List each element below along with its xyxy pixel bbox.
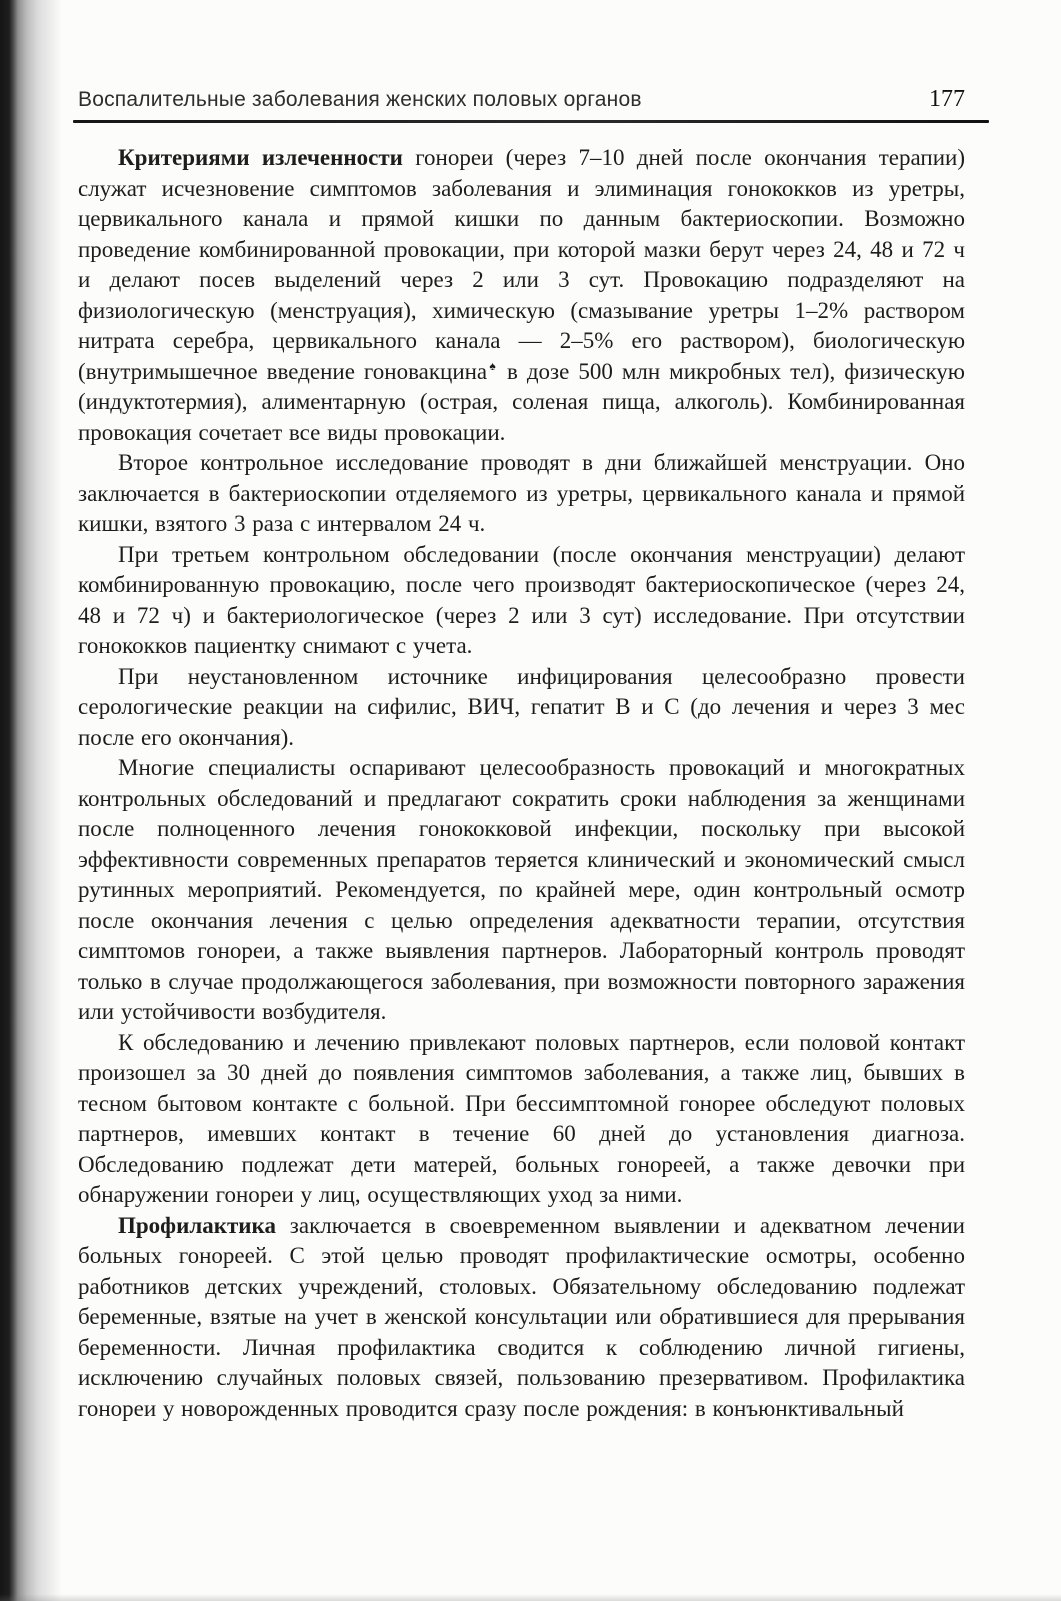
paragraph-text: К обследованию и лечению привлекают половых партнеров, если половой контакт произошел за 30 дней до появления симптомов заболевания, а также лиц, бывших в тесном бытовом контакте с больной. При бессимптомной гонорее обследуют половых партнеров, имевших контакт в течение 60 дней до установления диагноза. Обследованию подлежат дети матерей, больных гонореей, а также девочки при обнаружении гонореи у лиц, осуществляющих уход за ними. bbox=[78, 1029, 965, 1207]
bold-lead-prophylaxis: Профилактика bbox=[118, 1212, 276, 1238]
paragraph-second-control-exam bbox=[78, 448, 965, 540]
paragraph-text: При третьем контрольном обследовании (после окончания менструации) делают комбинированную провокацию, после чего производят бактериоскопическое (через 24, 48 и 72 ч) и бактериологическое (через 2 или 3 сут) исследование. При отсутствии гонококков пациентку снимают с учета. bbox=[78, 541, 965, 658]
paragraph-text: Второе контрольное исследование проводят в дни ближайшей менструации. Оно заключается в бактериоскопии отделяемого из уретры, цервикального канала и прямой кишки, взятого 3 раза с интервалом 24 ч. bbox=[78, 450, 965, 536]
page-body bbox=[78, 143, 965, 1424]
paragraph-partners-examination bbox=[78, 1028, 965, 1211]
paragraph-text: гонореи (через 7–10 дней после окончания терапии) служат исчезновение симптомов заболевания и элиминация гонококков из уретры, цервикального канала и прямой кишки по данным бактериоскопии. Возможно проведение комбинированной провокации, при которой мазки берут через 24, 48 и 72 ч и делают посев выделений через 2 или 3 сут. Провокацию подразделяют на физиологическую (менструация), химическую (смазывание уретры 1–2% раствором нитрата серебра, цервикального канала — 2–5% его раствором), биологическую (внутримышечное введение гоновакцина bbox=[78, 145, 965, 384]
paragraph-text: При неустановленном источнике инфицирования целесообразно провести серологические реакции на сифилис, ВИЧ, гепатит В и С (до лечения и через 3 мес после его окончания). bbox=[78, 663, 965, 750]
paragraph-cure-criteria bbox=[78, 143, 965, 448]
paragraph-specialists-opinion bbox=[78, 753, 965, 1028]
scan-edge-shadow bbox=[0, 0, 62, 1601]
page-content bbox=[78, 86, 965, 1424]
paragraph-text: заключается в своевременном выявлении и адекватном лечении больных гонореей. С этой целью проводят профилактические осмотры, особенно работников детских учреждений, столовых. Обязательному обследованию подлежат беременные, взятые на учет в женской консультации или обратившиеся для прерывания беременности. Личная профилактика сводится к соблюдению личной гигиены, исключению случайных половых связей, пользованию презервативом. Профилактика гонореи у новорожденных проводится сразу после рождения: в конъюнктивальный bbox=[78, 1212, 965, 1421]
paragraph-third-control-exam bbox=[78, 540, 965, 662]
scan-bottom-shadow bbox=[0, 1594, 1061, 1601]
page-number: 177 bbox=[929, 86, 965, 112]
paragraph-serology bbox=[78, 662, 965, 754]
paragraph-text: в дозе 500 млн микробных тел), физическую (индуктотермия), алиментарную (острая, соленая пища, алкоголь). Комбинированная провокация сочетает все виды провокации. bbox=[78, 358, 965, 445]
page-header bbox=[78, 86, 965, 113]
drug-footnote-symbol: ♠ bbox=[487, 358, 498, 373]
header-rule bbox=[73, 120, 989, 123]
running-title: Воспалительные заболевания женских половых органов bbox=[78, 88, 642, 111]
bold-lead-cure-criteria: Критериями излеченности bbox=[118, 145, 403, 170]
paragraph-prophylaxis bbox=[78, 1211, 965, 1425]
paragraph-text: Многие специалисты оспаривают целесообразность провокаций и многократных контрольных обследований и предлагают сократить сроки наблюдения за женщинами после полноценного лечения гонококковой инфекции, поскольку при высокой эффективности современных препаратов теряется клинический и экономический смысл рутинных мероприятий. Рекомендуется, по крайней мере, один контрольный осмотр после окончания лечения с целью определения адекватности терапии, отсутствия симптомов гонореи, а также выявления партнеров. Лабораторный контроль проводят только в случае продолжающегося заболевания, при возможности повторного заражения или устойчивости возбудителя. bbox=[78, 755, 965, 1024]
